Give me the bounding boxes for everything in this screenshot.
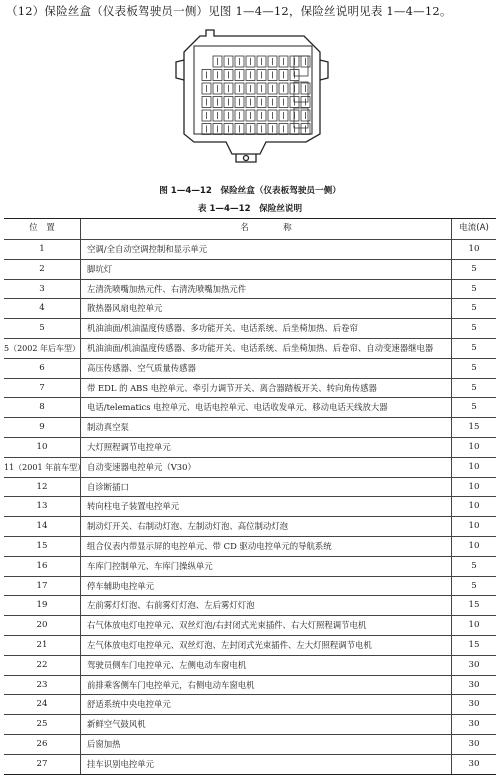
cell-position: 20 bbox=[36, 620, 48, 631]
table-row bbox=[4, 556, 496, 576]
cell-name: 后窗加热 bbox=[80, 735, 452, 754]
table-row bbox=[4, 417, 496, 437]
cell-position: 22 bbox=[36, 659, 48, 670]
cell-name: 舒适系统中央电控单元 bbox=[80, 695, 452, 714]
table-row bbox=[4, 318, 496, 338]
table-row bbox=[4, 754, 496, 774]
table-row bbox=[4, 675, 496, 695]
cell-current: 10 bbox=[468, 461, 480, 472]
cell-current: 5 bbox=[471, 580, 477, 591]
table-row bbox=[4, 477, 496, 497]
cell-position: 5（2002 年后车型） bbox=[4, 343, 80, 353]
cell-name: 自动变速器电控单元（V30） bbox=[80, 458, 452, 477]
cell-name: 停车辅助电控单元 bbox=[80, 577, 452, 596]
cell-name: 左气体放电灯电控单元、双丝灯泡、左封闭式光束插件、左大灯照程调节电机 bbox=[80, 636, 452, 655]
table-row bbox=[4, 615, 496, 635]
cell-name: 自诊断插口 bbox=[80, 478, 452, 497]
table-row bbox=[4, 734, 496, 754]
cell-position: 12 bbox=[36, 481, 48, 492]
table-header-row bbox=[4, 219, 496, 239]
cell-position: 1 bbox=[39, 244, 45, 254]
cell-current: 5 bbox=[471, 303, 477, 314]
table-row bbox=[4, 536, 496, 556]
cell-current: 5 bbox=[471, 263, 477, 274]
cell-position: 27 bbox=[36, 758, 48, 769]
cell-position: 25 bbox=[36, 719, 48, 730]
cell-current: 5 bbox=[471, 560, 477, 571]
cell-current: 15 bbox=[468, 639, 480, 650]
cell-position: 14 bbox=[36, 521, 48, 532]
cell-current: 10 bbox=[468, 620, 480, 631]
table-row bbox=[4, 338, 496, 358]
cell-current: 30 bbox=[468, 719, 480, 730]
cell-current: 10 bbox=[468, 540, 480, 551]
table-row bbox=[4, 259, 496, 279]
cell-name: 空调/全自动空调控制和显示单元 bbox=[80, 240, 452, 259]
cell-current: 5 bbox=[471, 323, 477, 334]
cell-position: 23 bbox=[36, 679, 48, 690]
cell-position: 16 bbox=[36, 560, 48, 571]
cell-position: 5 bbox=[39, 323, 45, 334]
header-current: 电流(A) bbox=[459, 223, 489, 233]
cell-current: 5 bbox=[471, 342, 477, 353]
table-row bbox=[4, 358, 496, 378]
cell-current: 15 bbox=[468, 422, 480, 433]
cell-current: 5 bbox=[471, 402, 477, 413]
table-row bbox=[4, 397, 496, 417]
figure-caption: 图 1—4—12 保险丝盒（仪表板驾驶员一侧） bbox=[159, 186, 341, 196]
cell-current: 30 bbox=[468, 659, 480, 670]
cell-name: 新鲜空气鼓风机 bbox=[80, 715, 452, 734]
cell-name: 左清洗喷嘴加热元件、右清洗喷嘴加热元件 bbox=[80, 280, 452, 299]
table-row bbox=[4, 279, 496, 299]
cell-name: 制动真空泵 bbox=[80, 418, 452, 437]
header-position: 位 置 bbox=[29, 223, 55, 233]
intro-text: （12）保险丝盒（仪表板驾驶员一侧）见图 1—4—12，保险丝说明见表 1—4—12。 bbox=[6, 4, 452, 18]
table-row bbox=[4, 516, 496, 536]
cell-name: 带 EDL 的 ABS 电控单元、牵引力调节开关、离合器踏板开关、转向角传感器 bbox=[80, 379, 452, 398]
cell-name: 大灯照程调节电控单元 bbox=[80, 438, 452, 457]
cell-position: 6 bbox=[39, 362, 45, 373]
cell-name: 组合仪表内带显示屏的电控单元、带 CD 驱动电控单元的导航系统 bbox=[80, 537, 452, 556]
cell-name: 左前雾灯灯泡、右前雾灯灯泡、左后雾灯灯泡 bbox=[80, 596, 452, 615]
fuse-table bbox=[4, 218, 496, 775]
cell-position: 9 bbox=[39, 422, 45, 433]
cell-name: 机油油面/机油温度传感器、多功能开关、电话系统、后坐椅加热、后卷帘 bbox=[80, 319, 452, 338]
cell-current: 5 bbox=[471, 382, 477, 393]
cell-position: 13 bbox=[36, 501, 48, 512]
cell-position: 10 bbox=[36, 441, 48, 452]
cell-current: 5 bbox=[471, 283, 477, 294]
cell-name: 机油油面/机油温度传感器、多功能开关、电话系统、后坐椅加热、后卷帘、自动变速器继电器 bbox=[80, 339, 452, 358]
cell-name: 驾驶员侧车门电控单元、左侧电动车窗电机 bbox=[80, 656, 452, 675]
cell-current: 30 bbox=[468, 679, 480, 690]
cell-current: 30 bbox=[468, 738, 480, 749]
cell-name: 转向柱电子装置电控单元 bbox=[80, 497, 452, 516]
table-row bbox=[4, 635, 496, 655]
cell-position: 24 bbox=[36, 699, 48, 710]
cell-current: 5 bbox=[471, 362, 477, 373]
cell-position: 8 bbox=[39, 402, 45, 413]
fuse-box-illustration bbox=[170, 26, 338, 170]
table-caption: 表 1—4—12 保险丝说明 bbox=[197, 204, 303, 214]
cell-position: 4 bbox=[39, 303, 45, 314]
cell-current: 10 bbox=[468, 521, 480, 532]
cell-position: 15 bbox=[36, 540, 48, 551]
cell-current: 10 bbox=[468, 481, 480, 492]
table-row bbox=[4, 378, 496, 398]
cell-position: 11（2001 年前车型） bbox=[4, 462, 86, 472]
cell-position: 2 bbox=[39, 263, 45, 274]
cell-name: 高压传感器、空气质量传感器 bbox=[80, 359, 452, 378]
table-row bbox=[4, 714, 496, 734]
cell-name: 右气体放电灯电控单元、双丝灯泡/右封闭式光束插件、右大灯照程调节电机 bbox=[80, 616, 452, 635]
table-row bbox=[4, 298, 496, 318]
cell-name: 前排乘客侧车门电控单元，右侧电动车窗电机 bbox=[80, 676, 452, 695]
cell-position: 26 bbox=[36, 738, 48, 749]
cell-position: 17 bbox=[36, 580, 48, 591]
cell-name: 脚坑灯 bbox=[80, 260, 452, 279]
cell-current: 10 bbox=[468, 244, 480, 254]
header-name: 名 称 bbox=[80, 219, 452, 239]
cell-name: 散热器风扇电控单元 bbox=[80, 299, 452, 318]
cell-position: 19 bbox=[36, 600, 48, 611]
cell-name: 电话/telematics 电控单元、电话电控单元、电话收发单元、移动电话天线放大器 bbox=[80, 398, 452, 417]
cell-position: 3 bbox=[39, 283, 45, 294]
table-row bbox=[4, 437, 496, 457]
cell-position: 7 bbox=[39, 382, 45, 393]
table-row bbox=[4, 239, 496, 259]
cell-current: 30 bbox=[468, 699, 480, 710]
cell-name: 车库门控制单元、车库门操纵单元 bbox=[80, 557, 452, 576]
table-row bbox=[4, 496, 496, 516]
cell-current: 10 bbox=[468, 501, 480, 512]
cell-current: 30 bbox=[468, 758, 480, 769]
table-row bbox=[4, 457, 496, 477]
table-row bbox=[4, 694, 496, 714]
table-row bbox=[4, 595, 496, 615]
cell-name: 挂车识别电控单元 bbox=[80, 755, 452, 774]
cell-position: 21 bbox=[36, 639, 48, 650]
cell-current: 10 bbox=[468, 441, 480, 452]
table-row bbox=[4, 655, 496, 675]
table-row bbox=[4, 576, 496, 596]
cell-name: 制动灯开关、右制动灯泡、左制动灯泡、高位制动灯泡 bbox=[80, 517, 452, 536]
cell-current: 15 bbox=[468, 600, 480, 611]
